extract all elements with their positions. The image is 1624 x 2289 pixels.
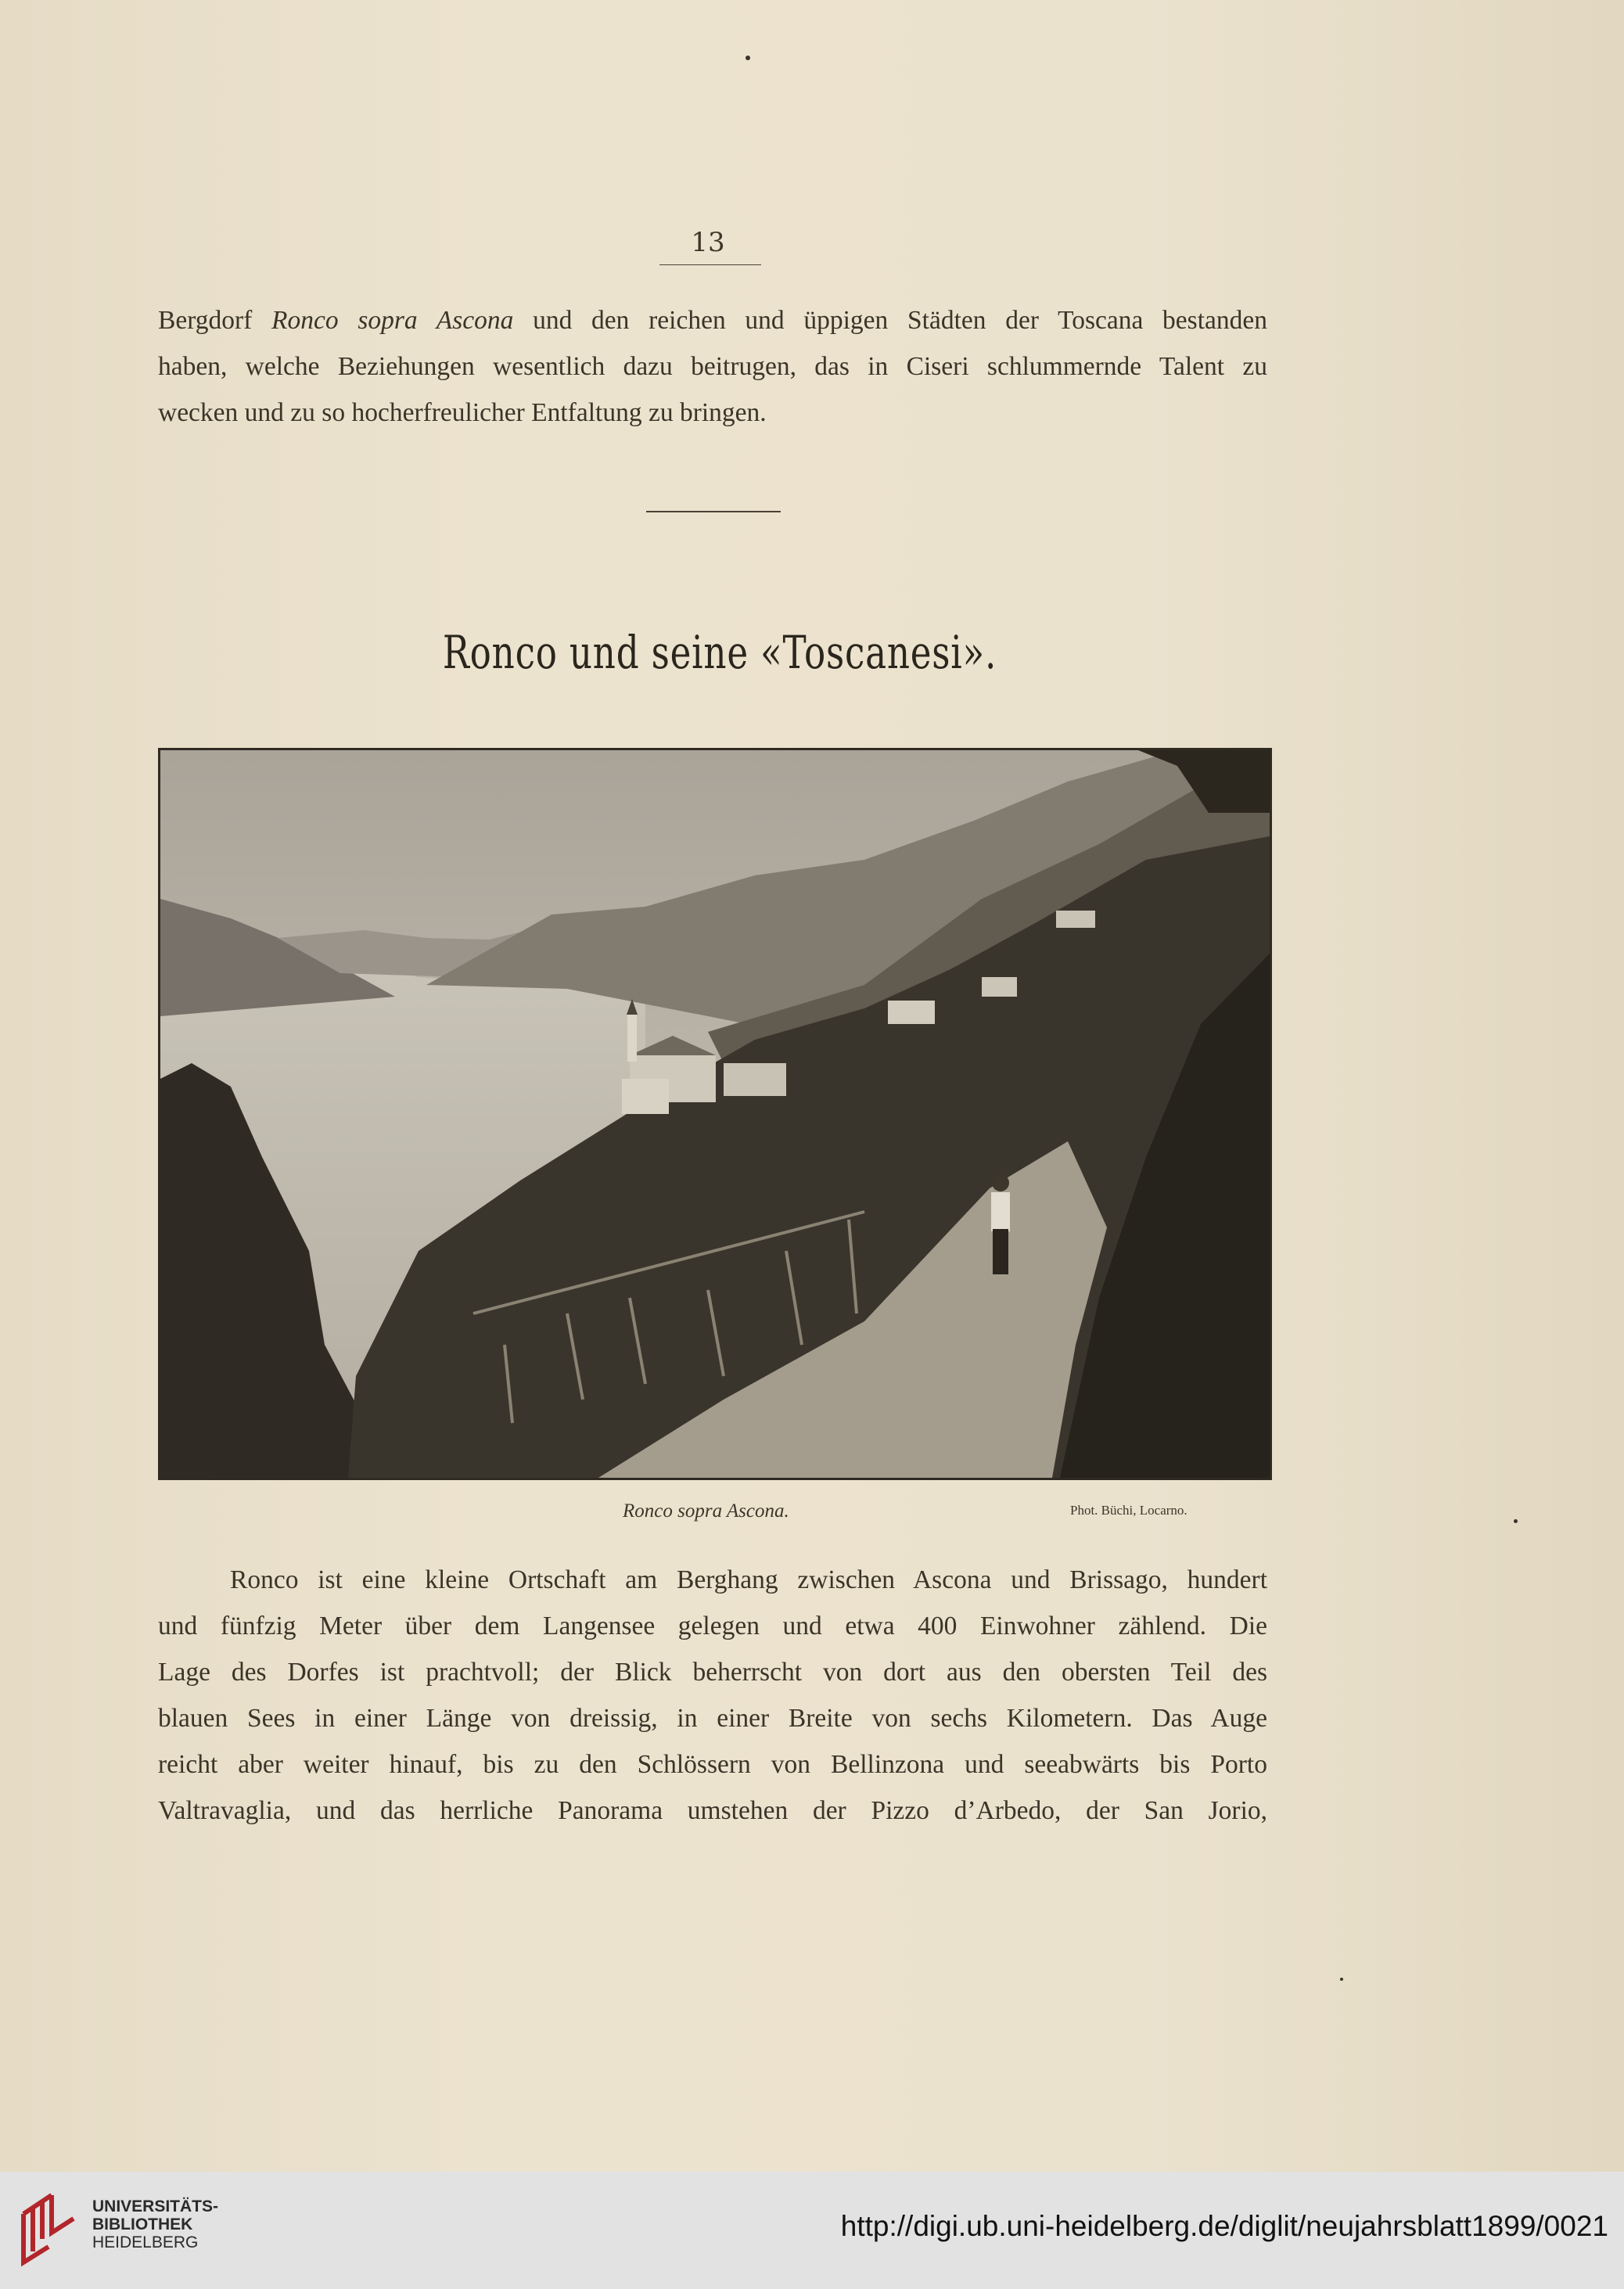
photo-caption: Ronco sopra Ascona.: [623, 1500, 789, 1522]
body-line: und fünfzig Meter über dem Langensee gelegen und etwa 400 Einwohner zählend. Die: [158, 1612, 1267, 1640]
place-name-italic: Ronco sopra Ascona: [271, 306, 514, 335]
body-line: Ronco ist eine kleine Ortschaft am Berghang zwischen Ascona und Brissago, hundert: [230, 1565, 1267, 1594]
library-logo-icon[interactable]: [17, 2190, 81, 2270]
intro-line: wecken und zu so hocherfreulicher Entfaltung zu bringen.: [158, 398, 767, 427]
intro-line: haben, welche Beziehungen wesentlich dazu beitrugen, das in Ciseri schlummernde Talent zu: [158, 352, 1267, 381]
body-line: Lage des Dorfes ist prachtvoll; der Blick beherrscht von dort aus den obersten Teil des: [158, 1658, 1267, 1687]
body-line: Valtravaglia, und das herrliche Panorama umstehen der Pizzo d’Arbedo, der San Jorio,: [158, 1796, 1267, 1825]
intro-line: Bergdorf Ronco sopra Ascona und den reichen und üppigen Städten der Toscana bestanden: [158, 306, 1268, 335]
logo-line: UNIVERSITÄTS-: [92, 2197, 219, 2215]
logo-line: HEIDELBERG: [92, 2233, 199, 2251]
body-line: blauen Sees in einer Länge von dreissig, in einer Breite von sechs Kilometern. Das Auge: [158, 1704, 1267, 1733]
landscape-photo: [158, 748, 1272, 1480]
body-line: reicht aber weiter hinauf, bis zu den Schlössern von Bellinzona und seeabwärts bis Porto: [158, 1750, 1267, 1779]
section-heading: Ronco und seine «Toscanesi».: [442, 626, 997, 679]
section-divider: [646, 511, 781, 512]
intro-paragraph: [158, 297, 1267, 436]
scan-speck: [746, 56, 750, 60]
scan-speck: [1514, 1519, 1518, 1523]
main-paragraph: [158, 1557, 1267, 1834]
permalink-url[interactable]: http://digi.ub.uni-heidelberg.de/diglit/neujahrsblatt1899/0021: [840, 2210, 1608, 2242]
photo-credit: Phot. Büchi, Locarno.: [1070, 1503, 1187, 1518]
scan-speck: [1340, 1978, 1343, 1981]
lake-village-illustration: [160, 750, 1270, 1478]
page-number: 13: [691, 227, 725, 258]
logo-line: BIBLIOTHEK: [92, 2215, 193, 2233]
library-logo-text[interactable]: [92, 2197, 218, 2251]
page-number-rule: [659, 264, 761, 265]
viewer-footer: [0, 2172, 1624, 2289]
